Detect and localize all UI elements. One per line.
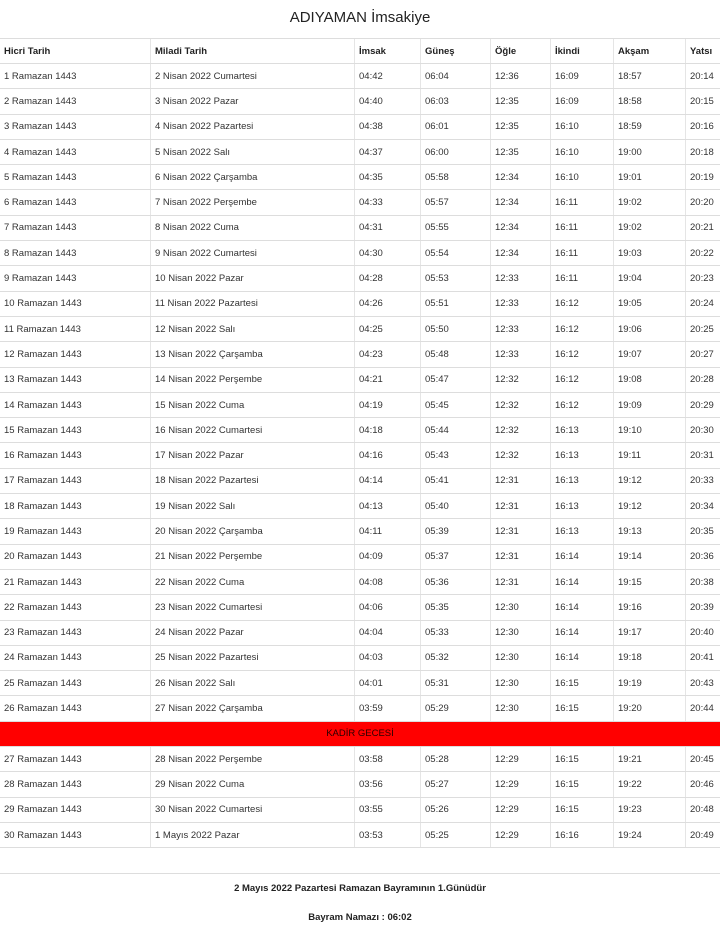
table-cell: 05:43 bbox=[420, 443, 490, 467]
table-cell: 20:25 bbox=[685, 317, 720, 341]
table-cell: 20:29 bbox=[685, 393, 720, 417]
table-cell: 12:34 bbox=[490, 216, 550, 240]
table-cell: 05:33 bbox=[420, 621, 490, 645]
table-cell: 6 Nisan 2022 Çarşamba bbox=[150, 165, 354, 189]
table-cell: 05:32 bbox=[420, 646, 490, 670]
table-cell: 10 Nisan 2022 Pazar bbox=[150, 266, 354, 290]
table-cell: 12:29 bbox=[490, 772, 550, 796]
table-cell: 19:23 bbox=[613, 798, 685, 822]
column-header: Öğle bbox=[490, 39, 550, 63]
table-row bbox=[0, 190, 720, 215]
table-row bbox=[0, 317, 720, 342]
table-cell: 20:27 bbox=[685, 342, 720, 366]
table-cell: 12:31 bbox=[490, 519, 550, 543]
table-cell: 16:14 bbox=[550, 646, 613, 670]
table-cell: 05:29 bbox=[420, 696, 490, 720]
table-cell: 19:10 bbox=[613, 418, 685, 442]
table-row bbox=[0, 469, 720, 494]
table-cell: 04:28 bbox=[354, 266, 420, 290]
table-cell: 19:02 bbox=[613, 190, 685, 214]
table-cell: 04:18 bbox=[354, 418, 420, 442]
table-row bbox=[0, 342, 720, 367]
table-cell: 26 Nisan 2022 Salı bbox=[150, 671, 354, 695]
table-cell: 20:45 bbox=[685, 747, 720, 771]
table-row bbox=[0, 140, 720, 165]
table-cell: 19:04 bbox=[613, 266, 685, 290]
table-cell: 05:35 bbox=[420, 595, 490, 619]
table-cell: 16:12 bbox=[550, 292, 613, 316]
table-cell: 16 Ramazan 1443 bbox=[4, 450, 82, 462]
table-cell: 16:13 bbox=[550, 418, 613, 442]
table-cell: 6 Ramazan 1443 bbox=[4, 197, 77, 209]
table-cell: 5 Ramazan 1443 bbox=[4, 171, 77, 183]
table-cell: 13 Ramazan 1443 bbox=[4, 374, 82, 386]
table-cell: 20:39 bbox=[685, 595, 720, 619]
table-cell: 05:45 bbox=[420, 393, 490, 417]
table-cell: 30 Ramazan 1443 bbox=[4, 829, 82, 841]
table-cell: 30 Nisan 2022 Cumartesi bbox=[150, 798, 354, 822]
table-cell: 12:33 bbox=[490, 292, 550, 316]
table-cell: 16:15 bbox=[550, 772, 613, 796]
table-cell: 04:23 bbox=[354, 342, 420, 366]
table-cell: 11 Ramazan 1443 bbox=[4, 323, 81, 335]
table-cell: 3 Ramazan 1443 bbox=[4, 121, 77, 133]
table-header-row bbox=[0, 38, 720, 64]
column-header: Yatsı bbox=[685, 39, 720, 63]
table-cell: 16:10 bbox=[550, 140, 613, 164]
table-row bbox=[0, 494, 720, 519]
table-cell: 12:31 bbox=[490, 545, 550, 569]
table-cell: 16:15 bbox=[550, 798, 613, 822]
table-cell: 8 Nisan 2022 Cuma bbox=[150, 216, 354, 240]
table-row bbox=[0, 216, 720, 241]
bayram-namaz-text: Bayram Namazı : 06:02 bbox=[308, 912, 412, 923]
table-cell: 12:30 bbox=[490, 671, 550, 695]
table-cell: 25 Ramazan 1443 bbox=[4, 677, 82, 689]
table-row bbox=[0, 671, 720, 696]
table-cell: 05:54 bbox=[420, 241, 490, 265]
column-header: Güneş bbox=[420, 39, 490, 63]
table-cell: 05:53 bbox=[420, 266, 490, 290]
table-cell: 11 Nisan 2022 Pazartesi bbox=[150, 292, 354, 316]
table-cell: 05:26 bbox=[420, 798, 490, 822]
table-cell: 12:30 bbox=[490, 696, 550, 720]
table-cell: 20:44 bbox=[685, 696, 720, 720]
table-row bbox=[0, 115, 720, 140]
table-cell: 16:11 bbox=[550, 241, 613, 265]
table-cell: 05:48 bbox=[420, 342, 490, 366]
table-cell: 12:36 bbox=[490, 64, 550, 88]
table-cell: 27 Ramazan 1443 bbox=[4, 753, 82, 765]
table-row bbox=[0, 64, 720, 89]
table-cell: 12:33 bbox=[490, 317, 550, 341]
table-cell: 19:12 bbox=[613, 494, 685, 518]
table-cell: 16:13 bbox=[550, 494, 613, 518]
table-cell: 29 Nisan 2022 Cuma bbox=[150, 772, 354, 796]
table-cell: 9 Ramazan 1443 bbox=[4, 273, 77, 285]
table-cell: 04:26 bbox=[354, 292, 420, 316]
table-cell: 19:21 bbox=[613, 747, 685, 771]
table-cell: 5 Nisan 2022 Salı bbox=[150, 140, 354, 164]
table-cell: 19:02 bbox=[613, 216, 685, 240]
table-cell: 05:36 bbox=[420, 570, 490, 594]
table-row bbox=[0, 570, 720, 595]
table-cell: 20:18 bbox=[685, 140, 720, 164]
table-cell: 03:58 bbox=[354, 747, 420, 771]
table-cell: 19:09 bbox=[613, 393, 685, 417]
table-cell: 23 Nisan 2022 Cumartesi bbox=[150, 595, 354, 619]
table-cell: 4 Nisan 2022 Pazartesi bbox=[150, 115, 354, 139]
table-row bbox=[0, 823, 720, 848]
table-cell: 20:24 bbox=[685, 292, 720, 316]
table-cell: 16:12 bbox=[550, 342, 613, 366]
table-cell: 12 Ramazan 1443 bbox=[4, 348, 82, 360]
table-cell: 05:41 bbox=[420, 469, 490, 493]
table-cell: 1 Mayıs 2022 Pazar bbox=[150, 823, 354, 847]
table-cell: 06:04 bbox=[420, 64, 490, 88]
imsakiye-table bbox=[0, 38, 720, 848]
table-cell: 20:23 bbox=[685, 266, 720, 290]
table-cell: 24 Nisan 2022 Pazar bbox=[150, 621, 354, 645]
table-cell: 16:09 bbox=[550, 89, 613, 113]
table-cell: 19:16 bbox=[613, 595, 685, 619]
table-cell: 19:15 bbox=[613, 570, 685, 594]
table-cell: 20:22 bbox=[685, 241, 720, 265]
table-cell: 16:12 bbox=[550, 393, 613, 417]
table-cell: 16:16 bbox=[550, 823, 613, 847]
table-cell: 20:40 bbox=[685, 621, 720, 645]
table-cell: 05:27 bbox=[420, 772, 490, 796]
table-row bbox=[0, 443, 720, 468]
table-cell: 7 Ramazan 1443 bbox=[4, 222, 77, 234]
table-row bbox=[0, 418, 720, 443]
table-cell: 16:14 bbox=[550, 595, 613, 619]
table-cell: 16:15 bbox=[550, 747, 613, 771]
table-cell: 19:24 bbox=[613, 823, 685, 847]
table-cell: 19:11 bbox=[613, 443, 685, 467]
table-cell: 20:35 bbox=[685, 519, 720, 543]
table-cell: 25 Nisan 2022 Pazartesi bbox=[150, 646, 354, 670]
table-cell: 20:21 bbox=[685, 216, 720, 240]
table-cell: 16:13 bbox=[550, 443, 613, 467]
table-cell: 05:55 bbox=[420, 216, 490, 240]
table-cell: 12:30 bbox=[490, 646, 550, 670]
table-cell: 28 Ramazan 1443 bbox=[4, 778, 82, 790]
table-cell: 12:34 bbox=[490, 190, 550, 214]
column-header: Hicri Tarih bbox=[4, 45, 51, 57]
table-cell: 04:21 bbox=[354, 368, 420, 392]
table-cell: 12:34 bbox=[490, 165, 550, 189]
table-cell: 04:31 bbox=[354, 216, 420, 240]
table-cell: 16:15 bbox=[550, 671, 613, 695]
table-cell: 19:14 bbox=[613, 545, 685, 569]
table-cell: 21 Nisan 2022 Perşembe bbox=[150, 545, 354, 569]
table-cell: 20:34 bbox=[685, 494, 720, 518]
table-row bbox=[0, 89, 720, 114]
table-row bbox=[0, 266, 720, 291]
table-row bbox=[0, 241, 720, 266]
table-cell: 12:35 bbox=[490, 140, 550, 164]
table-cell: 03:59 bbox=[354, 696, 420, 720]
table-cell: 05:25 bbox=[420, 823, 490, 847]
table-cell: 26 Ramazan 1443 bbox=[4, 703, 82, 715]
table-cell: 23 Ramazan 1443 bbox=[4, 627, 82, 639]
table-cell: 12:31 bbox=[490, 469, 550, 493]
table-cell: 16:15 bbox=[550, 696, 613, 720]
table-cell: 19:19 bbox=[613, 671, 685, 695]
table-cell: 05:28 bbox=[420, 747, 490, 771]
table-row bbox=[0, 595, 720, 620]
column-header: İmsak bbox=[354, 39, 420, 63]
table-cell: 12:30 bbox=[490, 621, 550, 645]
table-cell: 04:13 bbox=[354, 494, 420, 518]
table-cell: 12:29 bbox=[490, 798, 550, 822]
table-cell: 06:01 bbox=[420, 115, 490, 139]
table-cell: 12:33 bbox=[490, 342, 550, 366]
table-cell: 04:08 bbox=[354, 570, 420, 594]
table-cell: 05:39 bbox=[420, 519, 490, 543]
table-cell: 05:47 bbox=[420, 368, 490, 392]
table-cell: 19:05 bbox=[613, 292, 685, 316]
table-cell: 20:14 bbox=[685, 64, 720, 88]
table-cell: 04:11 bbox=[354, 519, 420, 543]
table-cell: 04:19 bbox=[354, 393, 420, 417]
table-cell: 16:12 bbox=[550, 368, 613, 392]
table-cell: 20:19 bbox=[685, 165, 720, 189]
table-cell: 20:15 bbox=[685, 89, 720, 113]
table-cell: 04:09 bbox=[354, 545, 420, 569]
table-row bbox=[0, 696, 720, 721]
table-cell: 05:58 bbox=[420, 165, 490, 189]
table-cell: 12:33 bbox=[490, 266, 550, 290]
table-cell: 20:30 bbox=[685, 418, 720, 442]
table-row bbox=[0, 292, 720, 317]
table-row bbox=[0, 646, 720, 671]
table-row bbox=[0, 519, 720, 544]
table-cell: 16:11 bbox=[550, 266, 613, 290]
table-cell: 04:30 bbox=[354, 241, 420, 265]
table-cell: 04:04 bbox=[354, 621, 420, 645]
table-cell: 20:16 bbox=[685, 115, 720, 139]
table-cell: 16:13 bbox=[550, 519, 613, 543]
column-header: İkindi bbox=[550, 39, 613, 63]
table-row bbox=[0, 393, 720, 418]
table-cell: 15 Nisan 2022 Cuma bbox=[150, 393, 354, 417]
table-cell: 18:57 bbox=[613, 64, 685, 88]
table-cell: 29 Ramazan 1443 bbox=[4, 804, 82, 816]
table-cell: 16:11 bbox=[550, 216, 613, 240]
table-cell: 17 Nisan 2022 Pazar bbox=[150, 443, 354, 467]
table-cell: 12:29 bbox=[490, 823, 550, 847]
table-cell: 04:35 bbox=[354, 165, 420, 189]
table-cell: 19:03 bbox=[613, 241, 685, 265]
table-cell: 20:36 bbox=[685, 545, 720, 569]
table-cell: 18 Nisan 2022 Pazartesi bbox=[150, 469, 354, 493]
table-cell: 19 Nisan 2022 Salı bbox=[150, 494, 354, 518]
table-cell: 16:14 bbox=[550, 545, 613, 569]
table-cell: 12:35 bbox=[490, 115, 550, 139]
table-cell: 04:25 bbox=[354, 317, 420, 341]
table-cell: 05:57 bbox=[420, 190, 490, 214]
table-cell: 19:18 bbox=[613, 646, 685, 670]
table-cell: 19 Ramazan 1443 bbox=[4, 525, 82, 537]
table-cell: 16:12 bbox=[550, 317, 613, 341]
table-cell: 04:42 bbox=[354, 64, 420, 88]
table-cell: 12:32 bbox=[490, 393, 550, 417]
table-cell: 04:03 bbox=[354, 646, 420, 670]
table-row bbox=[0, 545, 720, 570]
table-cell: 05:50 bbox=[420, 317, 490, 341]
table-cell: 03:55 bbox=[354, 798, 420, 822]
table-cell: 18 Ramazan 1443 bbox=[4, 500, 82, 512]
table-cell: 20:48 bbox=[685, 798, 720, 822]
table-row bbox=[0, 772, 720, 797]
table-cell: 12:29 bbox=[490, 747, 550, 771]
table-cell: 05:51 bbox=[420, 292, 490, 316]
table-cell: 19:13 bbox=[613, 519, 685, 543]
table-cell: 16 Nisan 2022 Cumartesi bbox=[150, 418, 354, 442]
bayram-day-text: 2 Mayıs 2022 Pazartesi Ramazan Bayramının 1.Günüdür bbox=[234, 883, 486, 894]
table-cell: 19:06 bbox=[613, 317, 685, 341]
bayram-info bbox=[0, 873, 720, 923]
table-cell: 16:14 bbox=[550, 621, 613, 645]
table-cell: 12:35 bbox=[490, 89, 550, 113]
table-cell: 24 Ramazan 1443 bbox=[4, 652, 82, 664]
table-cell: 04:38 bbox=[354, 115, 420, 139]
table-cell: 17 Ramazan 1443 bbox=[4, 475, 82, 487]
kadir-gecesi-banner: KADİR GECESİ bbox=[0, 722, 720, 747]
table-cell: 20:20 bbox=[685, 190, 720, 214]
table-cell: 22 Ramazan 1443 bbox=[4, 601, 82, 613]
column-header: Akşam bbox=[613, 39, 685, 63]
table-cell: 12 Nisan 2022 Salı bbox=[150, 317, 354, 341]
table-cell: 13 Nisan 2022 Çarşamba bbox=[150, 342, 354, 366]
table-cell: 20:33 bbox=[685, 469, 720, 493]
table-cell: 19:12 bbox=[613, 469, 685, 493]
table-cell: 04:01 bbox=[354, 671, 420, 695]
table-cell: 19:00 bbox=[613, 140, 685, 164]
table-cell: 19:08 bbox=[613, 368, 685, 392]
table-cell: 14 Nisan 2022 Perşembe bbox=[150, 368, 354, 392]
table-cell: 15 Ramazan 1443 bbox=[4, 424, 82, 436]
table-cell: 22 Nisan 2022 Cuma bbox=[150, 570, 354, 594]
table-cell: 20:31 bbox=[685, 443, 720, 467]
table-cell: 2 Ramazan 1443 bbox=[4, 95, 77, 107]
table-cell: 19:17 bbox=[613, 621, 685, 645]
table-cell: 04:40 bbox=[354, 89, 420, 113]
table-cell: 12:32 bbox=[490, 418, 550, 442]
table-cell: 18:58 bbox=[613, 89, 685, 113]
table-cell: 16:13 bbox=[550, 469, 613, 493]
table-cell: 1 Ramazan 1443 bbox=[4, 70, 77, 82]
table-cell: 04:37 bbox=[354, 140, 420, 164]
table-cell: 20 Nisan 2022 Çarşamba bbox=[150, 519, 354, 543]
table-cell: 05:37 bbox=[420, 545, 490, 569]
table-row bbox=[0, 747, 720, 772]
table-cell: 16:14 bbox=[550, 570, 613, 594]
table-cell: 4 Ramazan 1443 bbox=[4, 146, 77, 158]
table-cell: 8 Ramazan 1443 bbox=[4, 247, 77, 259]
table-cell: 14 Ramazan 1443 bbox=[4, 399, 82, 411]
table-cell: 10 Ramazan 1443 bbox=[4, 298, 82, 310]
table-cell: 03:53 bbox=[354, 823, 420, 847]
column-header: Miladi Tarih bbox=[150, 39, 354, 63]
table-cell: 04:16 bbox=[354, 443, 420, 467]
table-cell: 05:31 bbox=[420, 671, 490, 695]
table-row bbox=[0, 368, 720, 393]
table-cell: 19:22 bbox=[613, 772, 685, 796]
table-cell: 04:14 bbox=[354, 469, 420, 493]
table-cell: 12:32 bbox=[490, 368, 550, 392]
table-cell: 20:46 bbox=[685, 772, 720, 796]
table-cell: 20:49 bbox=[685, 823, 720, 847]
table-cell: 21 Ramazan 1443 bbox=[4, 576, 82, 588]
table-body bbox=[0, 64, 720, 848]
table-row bbox=[0, 621, 720, 646]
table-cell: 06:00 bbox=[420, 140, 490, 164]
table-cell: 9 Nisan 2022 Cumartesi bbox=[150, 241, 354, 265]
table-cell: 7 Nisan 2022 Perşembe bbox=[150, 190, 354, 214]
table-cell: 28 Nisan 2022 Perşembe bbox=[150, 747, 354, 771]
table-row bbox=[0, 798, 720, 823]
table-cell: 18:59 bbox=[613, 115, 685, 139]
table-cell: 20:28 bbox=[685, 368, 720, 392]
table-cell: 16:09 bbox=[550, 64, 613, 88]
table-cell: 16:10 bbox=[550, 115, 613, 139]
table-cell: 20:41 bbox=[685, 646, 720, 670]
table-cell: 16:10 bbox=[550, 165, 613, 189]
table-cell: 04:06 bbox=[354, 595, 420, 619]
table-cell: 20 Ramazan 1443 bbox=[4, 551, 82, 563]
table-cell: 20:43 bbox=[685, 671, 720, 695]
table-cell: 05:44 bbox=[420, 418, 490, 442]
table-cell: 19:20 bbox=[613, 696, 685, 720]
table-cell: 12:32 bbox=[490, 443, 550, 467]
table-row bbox=[0, 165, 720, 190]
table-cell: 19:07 bbox=[613, 342, 685, 366]
table-cell: 05:40 bbox=[420, 494, 490, 518]
table-cell: 16:11 bbox=[550, 190, 613, 214]
table-cell: 3 Nisan 2022 Pazar bbox=[150, 89, 354, 113]
table-cell: 12:30 bbox=[490, 595, 550, 619]
table-cell: 12:34 bbox=[490, 241, 550, 265]
table-cell: 04:33 bbox=[354, 190, 420, 214]
table-cell: 27 Nisan 2022 Çarşamba bbox=[150, 696, 354, 720]
table-cell: 03:56 bbox=[354, 772, 420, 796]
table-cell: 06:03 bbox=[420, 89, 490, 113]
table-cell: 2 Nisan 2022 Cumartesi bbox=[150, 64, 354, 88]
table-cell: 12:31 bbox=[490, 494, 550, 518]
table-cell: 20:38 bbox=[685, 570, 720, 594]
table-cell: 12:31 bbox=[490, 570, 550, 594]
table-cell: 19:01 bbox=[613, 165, 685, 189]
page-title: ADIYAMAN İmsakiye bbox=[289, 9, 431, 26]
